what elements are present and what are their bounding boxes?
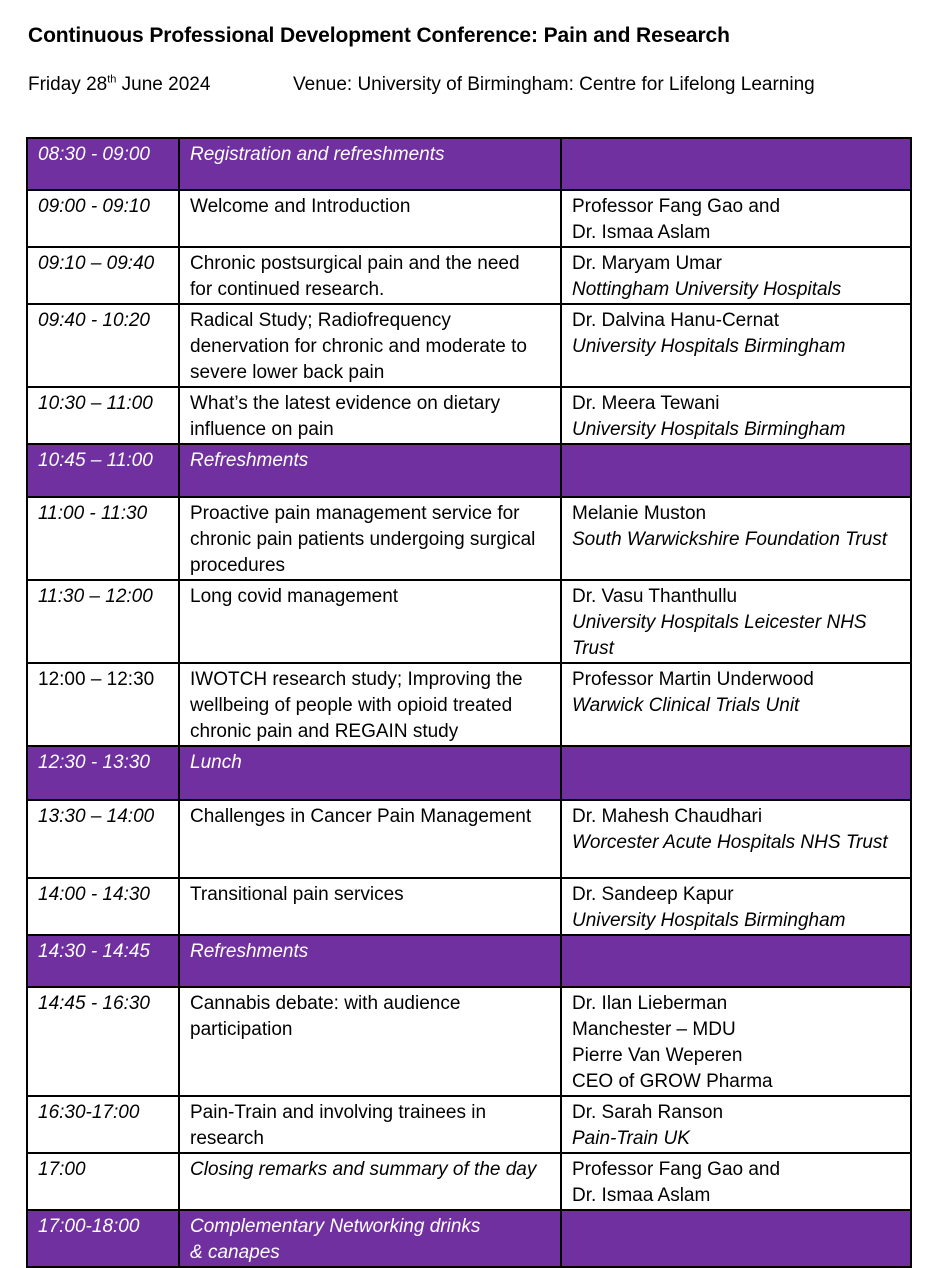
session-title [179, 800, 561, 878]
session-title-line: severe lower back pain [190, 362, 385, 383]
speaker-name: Pierre Van Weperen [572, 1045, 743, 1066]
speaker-organisation: University Hospitals Leicester NHS [572, 612, 867, 633]
speaker-name: Dr. Ismaa Aslam [572, 222, 711, 243]
session-title-line: chronic pain patients undergoing surgical [190, 529, 536, 550]
event-date [28, 74, 210, 96]
speaker-organisation: South Warwickshire Foundation Trust [572, 529, 888, 550]
session-row [27, 190, 911, 247]
speaker-organisation: University Hospitals Birmingham [572, 336, 846, 357]
session-title [179, 304, 561, 387]
session-speaker [561, 138, 911, 190]
session-time: 12:00 – 12:30 [27, 663, 179, 746]
session-title-line: Closing remarks and summary of the day [190, 1159, 537, 1180]
speaker-name: Professor Fang Gao and [572, 1159, 781, 1180]
session-time: 09:00 - 09:10 [27, 190, 179, 247]
speaker-name: Dr. Ilan Lieberman [572, 993, 728, 1014]
date-prefix: Friday 28 [28, 74, 108, 95]
session-time: 08:30 - 09:00 [27, 138, 179, 190]
session-title-line: Long covid management [190, 586, 399, 607]
session-speaker [561, 1096, 911, 1153]
session-title-line: participation [190, 1019, 293, 1040]
session-row [27, 800, 911, 878]
session-title [179, 247, 561, 304]
session-time: 13:30 – 14:00 [27, 800, 179, 878]
session-speaker [561, 304, 911, 387]
session-title-line: Lunch [190, 752, 242, 773]
session-title-line: chronic pain and REGAIN study [190, 721, 459, 742]
session-title-line: Cannabis debate: with audience [190, 993, 461, 1014]
session-title [179, 190, 561, 247]
session-title [179, 746, 561, 800]
session-title-line: Pain-Train and involving trainees in [190, 1102, 487, 1123]
speaker-name: Manchester – MDU [572, 1019, 736, 1040]
session-title-line: for continued research. [190, 279, 385, 300]
session-speaker [561, 935, 911, 987]
session-time: 17:00 [27, 1153, 179, 1210]
session-row [27, 387, 911, 444]
speaker-organisation: Nottingham University Hospitals [572, 279, 842, 300]
event-venue: Venue: University of Birmingham: Centre for Lifelong Learning [293, 74, 815, 95]
session-title-line: & canapes [190, 1242, 280, 1263]
speaker-name: CEO of GROW Pharma [572, 1071, 773, 1092]
session-title [179, 138, 561, 190]
session-title-line: Complementary Networking drinks [190, 1216, 481, 1237]
session-time: 10:45 – 11:00 [27, 444, 179, 497]
session-row [27, 1153, 911, 1210]
speaker-name: Dr. Mahesh Chaudhari [572, 806, 763, 827]
session-time: 16:30-17:00 [27, 1096, 179, 1153]
session-time: 14:30 - 14:45 [27, 935, 179, 987]
session-speaker [561, 663, 911, 746]
session-title [179, 444, 561, 497]
page-title: Continuous Professional Development Conference: Pain and Research [28, 24, 730, 47]
session-title-line: Refreshments [190, 450, 309, 471]
session-time: 14:45 - 16:30 [27, 987, 179, 1096]
speaker-name: Dr. Sandeep Kapur [572, 884, 734, 905]
session-time: 11:30 – 12:00 [27, 580, 179, 663]
speaker-organisation: Trust [572, 638, 614, 659]
session-row [27, 304, 911, 387]
session-time: 17:00-18:00 [27, 1210, 179, 1267]
speaker-name: Dr. Dalvina Hanu-Cernat [572, 310, 779, 331]
session-title-line: research [190, 1128, 264, 1149]
session-title-line: Radical Study; Radiofrequency [190, 310, 451, 331]
session-title [179, 987, 561, 1096]
break-row [27, 444, 911, 497]
speaker-organisation: Pain-Train UK [572, 1128, 690, 1149]
session-title-line: Welcome and Introduction [190, 196, 411, 217]
session-title [179, 387, 561, 444]
session-speaker [561, 190, 911, 247]
session-title-line: Transitional pain services [190, 884, 404, 905]
session-speaker [561, 247, 911, 304]
session-title-line: denervation for chronic and moderate to [190, 336, 527, 357]
session-time: 14:00 - 14:30 [27, 878, 179, 935]
session-row [27, 580, 911, 663]
break-row [27, 138, 911, 190]
speaker-name: Professor Martin Underwood [572, 669, 814, 690]
session-title [179, 935, 561, 987]
speaker-name: Professor Fang Gao and [572, 196, 781, 217]
session-title [179, 497, 561, 580]
date-suffix-sup: th [107, 73, 117, 86]
speaker-organisation: University Hospitals Birmingham [572, 419, 846, 440]
session-title [179, 878, 561, 935]
session-speaker [561, 580, 911, 663]
speaker-organisation: Warwick Clinical Trials Unit [572, 695, 800, 716]
session-speaker [561, 387, 911, 444]
speaker-name: Dr. Maryam Umar [572, 253, 722, 274]
session-title-line: Proactive pain management service for [190, 503, 520, 524]
session-row [27, 247, 911, 304]
session-speaker [561, 800, 911, 878]
session-row [27, 497, 911, 580]
session-title [179, 1153, 561, 1210]
session-row [27, 987, 911, 1096]
break-row [27, 746, 911, 800]
session-title-line: Challenges in Cancer Pain Management [190, 806, 532, 827]
speaker-organisation: Worcester Acute Hospitals NHS Trust [572, 832, 888, 853]
session-title-line: influence on pain [190, 419, 334, 440]
session-time: 09:10 – 09:40 [27, 247, 179, 304]
speaker-name: Dr. Sarah Ranson [572, 1102, 724, 1123]
session-title-line: IWOTCH research study; Improving the [190, 669, 523, 690]
session-title [179, 663, 561, 746]
session-speaker [561, 1210, 911, 1267]
session-title-line: Registration and refreshments [190, 144, 445, 165]
session-title-line: procedures [190, 555, 286, 576]
speaker-name: Dr. Vasu Thanthullu [572, 586, 738, 607]
session-title [179, 1210, 561, 1267]
session-title-line: Chronic postsurgical pain and the need [190, 253, 520, 274]
schedule-table [26, 137, 912, 1268]
session-title-line: What’s the latest evidence on dietary [190, 393, 501, 414]
break-row [27, 1210, 911, 1267]
break-row [27, 935, 911, 987]
session-title-line: Refreshments [190, 941, 309, 962]
session-speaker [561, 444, 911, 497]
session-speaker [561, 746, 911, 800]
session-speaker [561, 1153, 911, 1210]
session-row [27, 1096, 911, 1153]
session-row [27, 878, 911, 935]
session-time: 09:40 - 10:20 [27, 304, 179, 387]
session-speaker [561, 878, 911, 935]
session-title [179, 580, 561, 663]
speaker-name: Dr. Meera Tewani [572, 393, 720, 414]
session-time: 11:00 - 11:30 [27, 497, 179, 580]
speaker-name: Dr. Ismaa Aslam [572, 1185, 711, 1206]
session-title [179, 1096, 561, 1153]
session-row [27, 663, 911, 746]
speaker-organisation: University Hospitals Birmingham [572, 910, 846, 931]
session-speaker [561, 497, 911, 580]
session-time: 12:30 - 13:30 [27, 746, 179, 800]
session-time: 10:30 – 11:00 [27, 387, 179, 444]
speaker-name: Melanie Muston [572, 503, 707, 524]
session-title-line: wellbeing of people with opioid treated [190, 695, 513, 716]
date-suffix: June 2024 [116, 74, 211, 95]
session-speaker [561, 987, 911, 1096]
